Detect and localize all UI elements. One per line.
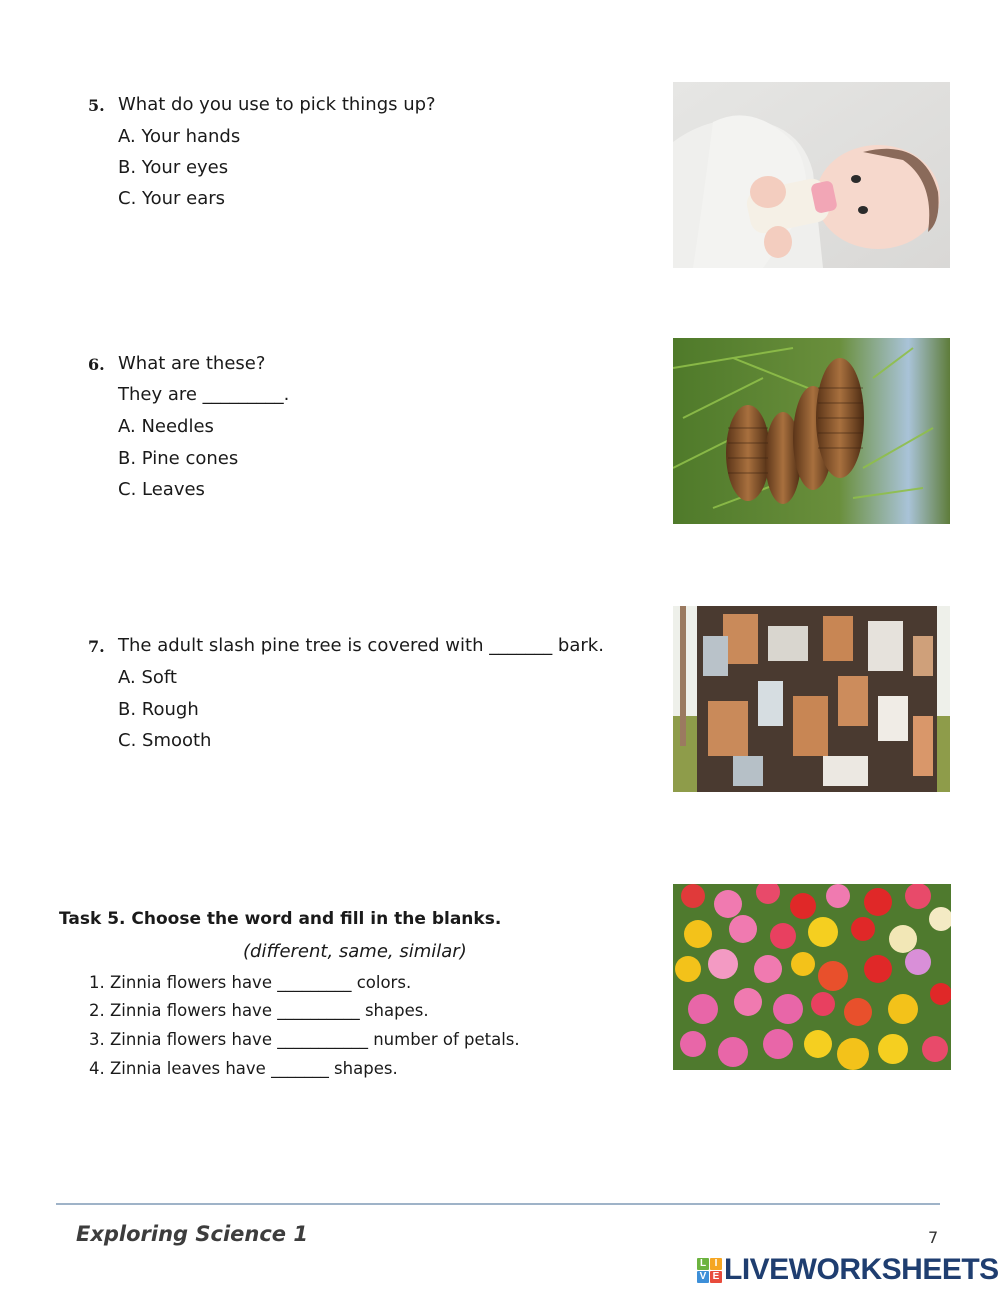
question-text: What do you use to pick things up? (118, 94, 436, 115)
task-title: Task 5. Choose the word and fill in the blanks. (59, 909, 502, 929)
option-a[interactable]: A. Your hands (118, 126, 241, 147)
fill-blank-item-3[interactable]: 3. Zinnia flowers have ___________ number of petals. (89, 1030, 520, 1049)
brand-name: LIVEWORKSHEETS (724, 1253, 999, 1286)
baby-drinking-bottle-photo (673, 82, 950, 268)
question-text: What are these? (118, 353, 266, 374)
fill-blank-item-2[interactable]: 2. Zinnia flowers have __________ shapes. (89, 1001, 429, 1020)
option-c[interactable]: C. Your ears (118, 188, 226, 209)
book-title: Exploring Science 1 (76, 1222, 308, 1246)
option-c[interactable]: C. Smooth (118, 730, 212, 751)
option-a[interactable]: A. Soft (118, 667, 177, 688)
question-number: 5. (88, 96, 105, 115)
word-bank: (different, same, similar) (243, 941, 467, 962)
option-b[interactable]: B. Rough (118, 699, 199, 720)
question-number: 6. (88, 355, 105, 374)
option-b[interactable]: B. Your eyes (118, 157, 229, 178)
pine-bark-photo (673, 606, 950, 792)
option-c[interactable]: C. Leaves (118, 479, 205, 500)
page-number: 7 (928, 1228, 939, 1247)
liveworksheets-brand[interactable] (697, 1253, 999, 1287)
liveworksheets-logo-icon: L I V E (697, 1258, 722, 1283)
fill-blank-item-4[interactable]: 4. Zinnia leaves have _______ shapes. (89, 1059, 398, 1078)
question-subtext: They are _________. (118, 384, 290, 405)
question-number: 7. (88, 637, 105, 656)
fill-blank-item-1[interactable]: 1. Zinnia flowers have _________ colors. (89, 973, 412, 992)
option-a[interactable]: A. Needles (118, 416, 214, 437)
zinnia-flowers-photo (673, 884, 951, 1070)
option-b[interactable]: B. Pine cones (118, 448, 239, 469)
question-text: The adult slash pine tree is covered with _______ bark. (118, 635, 604, 656)
footer-divider (56, 1203, 940, 1205)
pine-cones-photo (673, 338, 950, 524)
